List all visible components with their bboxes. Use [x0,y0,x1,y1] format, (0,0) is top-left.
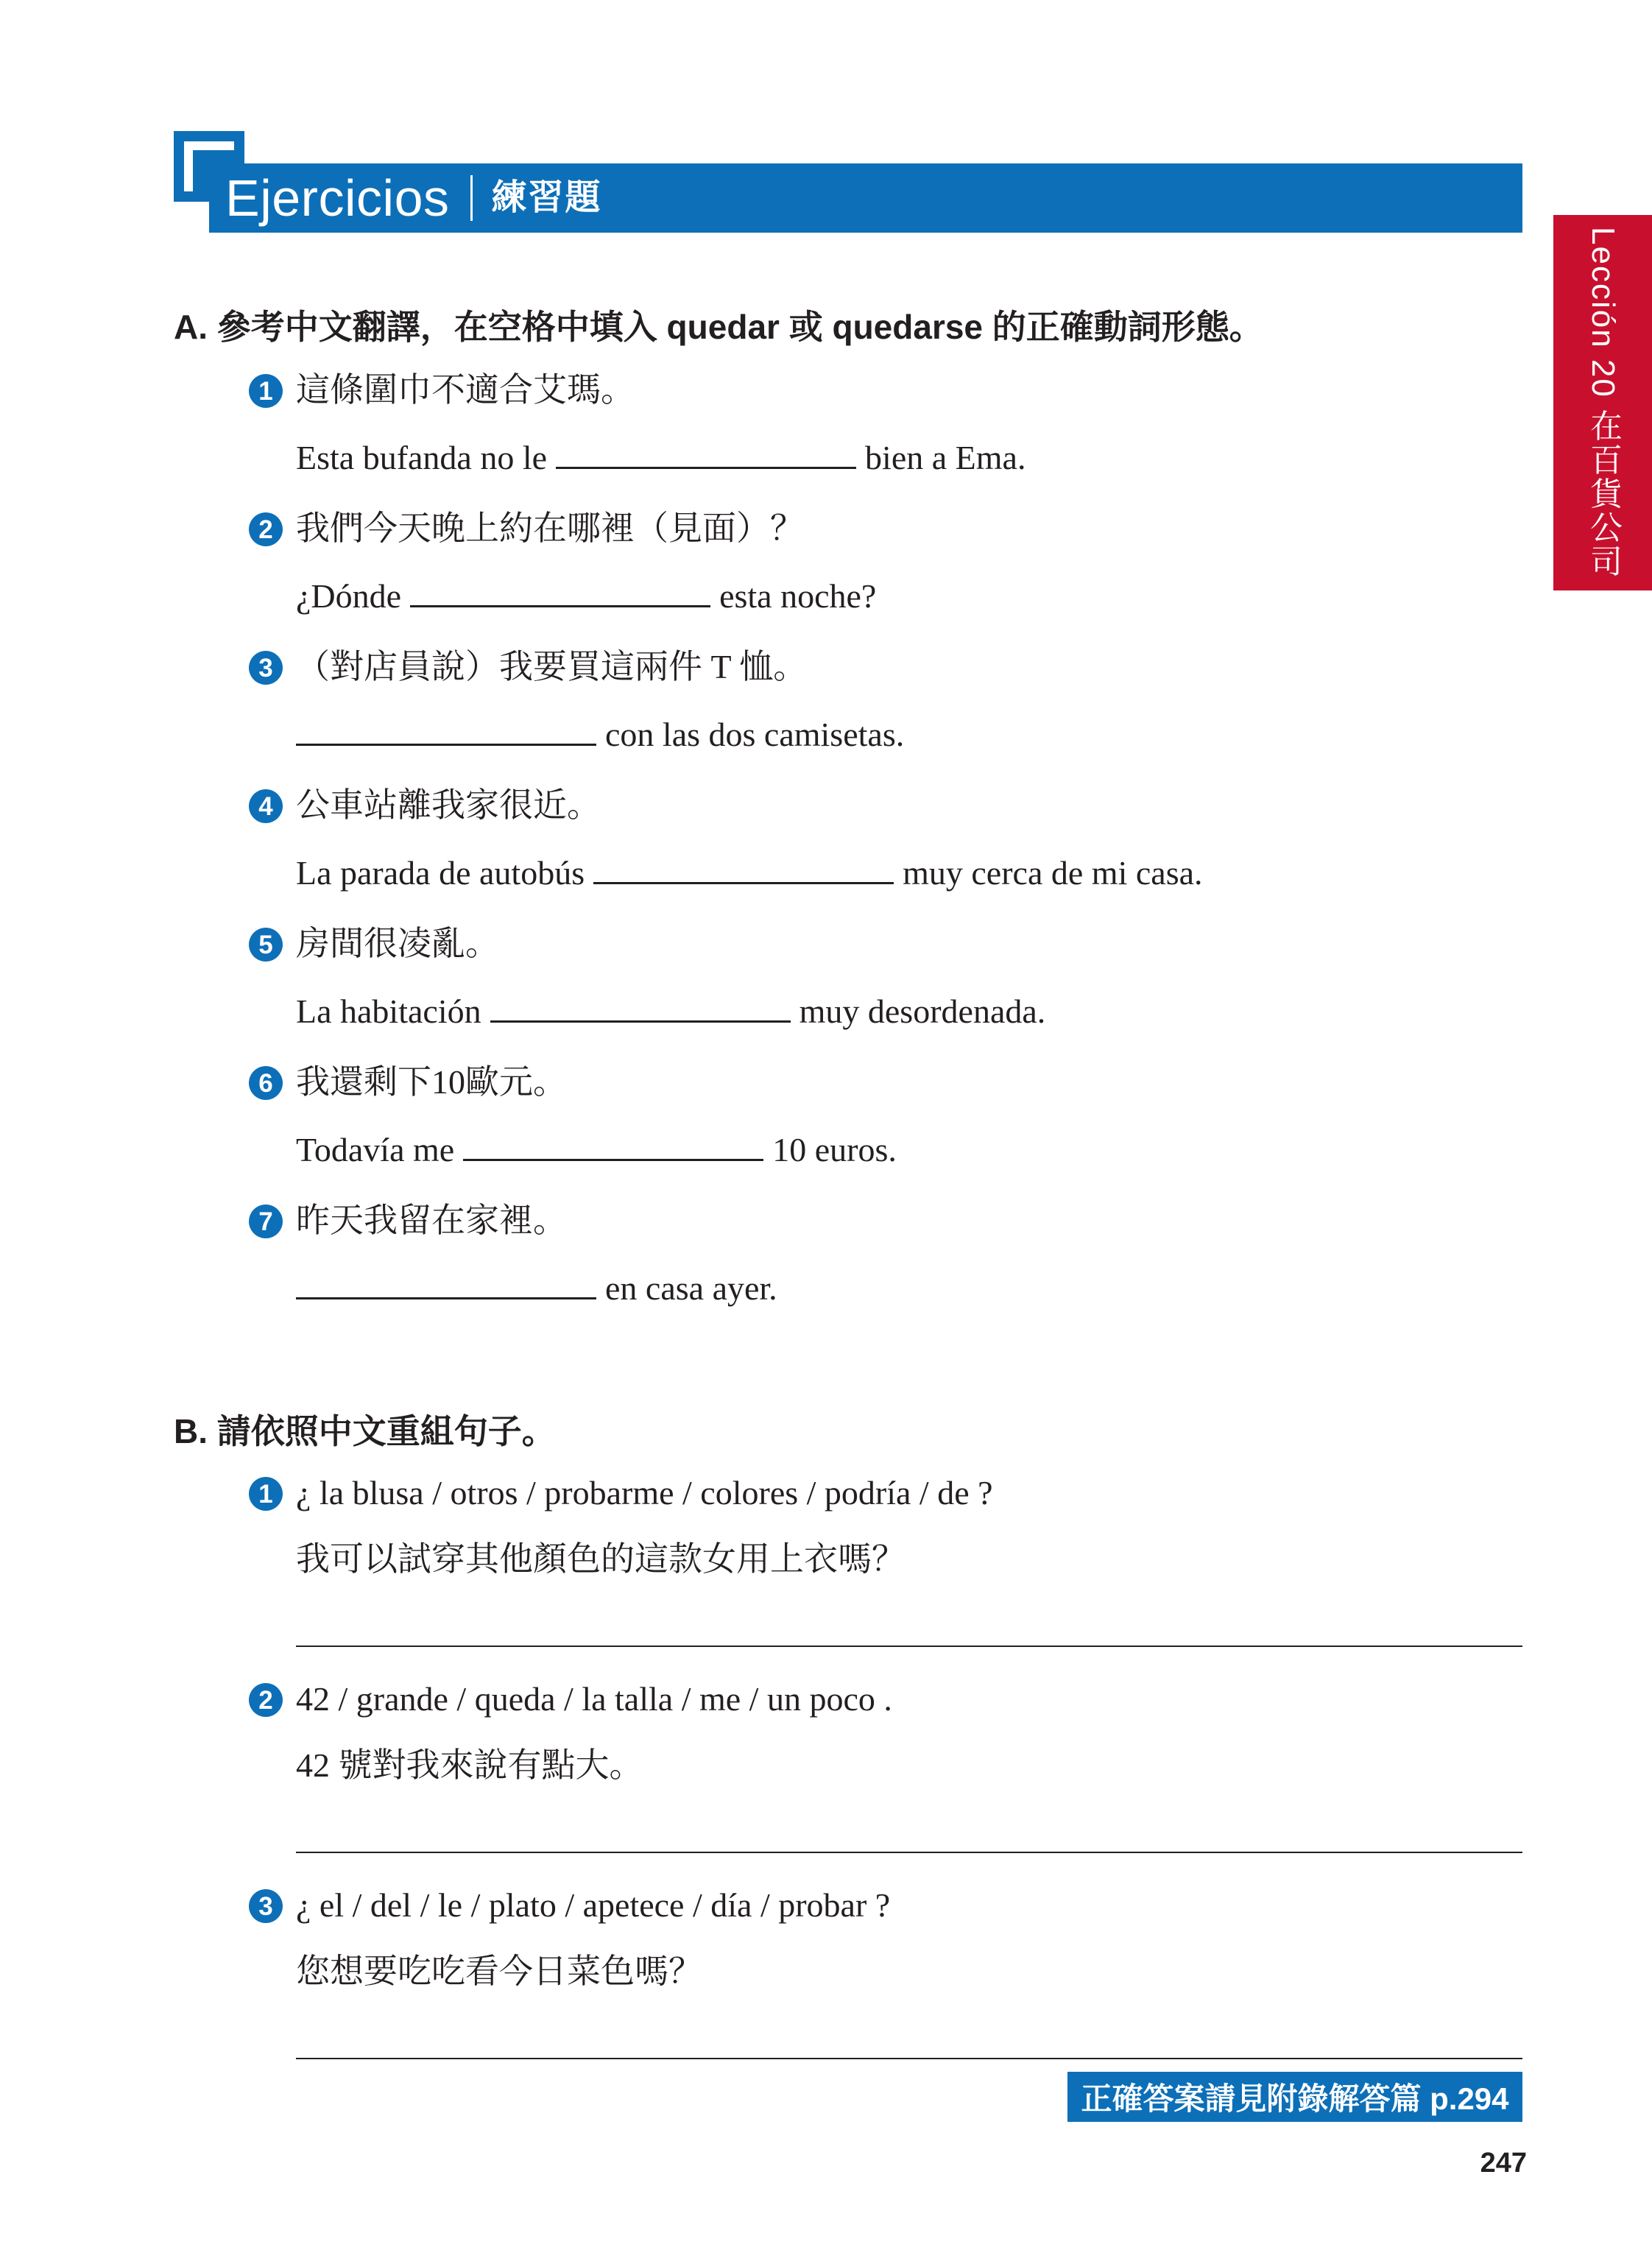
item-a2-chinese: 我們今天晚上約在哪裡（見面）？ [296,509,804,547]
item-a3-chinese: （對店員說）我要買這兩件 T 恤。 [296,648,808,685]
answer-reference-note: 正確答案請見附錄解答篇 p.294 [1067,2072,1522,2122]
item-a2-before: ¿Dónde [296,577,402,615]
item-b3-words: ¿ el / del / le / plato / apetece / día / probar ? [296,1886,891,1924]
lesson-side-tab [1553,215,1652,590]
item-a7-chinese: 昨天我留在家裡。 [296,1202,567,1239]
header-divider [470,175,473,221]
page-number: 247 [1480,2148,1527,2179]
item-a1-blank[interactable] [556,437,856,469]
item-a5-blank[interactable] [490,991,791,1023]
item-a3-number-badge: 3 [249,651,283,685]
item-b2-chinese: 42 號對我來說有點大。 [296,1746,643,1784]
item-a3-blank[interactable] [296,714,596,746]
page-subtitle: 練習題 [491,178,602,217]
section-a-heading: A. 參考中文翻譯，在空格中填入 quedar 或 quedarse 的正確動詞形態。 [174,308,1263,346]
item-a4-after: muy cerca de mi casa. [903,854,1203,892]
header-bar [209,163,1522,233]
item-a5-chinese: 房間很凌亂。 [296,925,499,962]
item-a4-sentence [296,853,1203,893]
item-b3-answer-line[interactable] [296,2058,1522,2059]
item-b2-words: 42 / grande / queda / la talla / me / un poco . [296,1680,892,1718]
item-a1-sentence [296,437,1026,478]
item-a6-number-badge: 6 [249,1066,283,1100]
item-a5-after: muy desordenada. [799,992,1046,1030]
item-a6-sentence [296,1129,897,1170]
item-a5-sentence [296,991,1045,1031]
item-b1-chinese: 我可以試穿其他顏色的這款女用上衣嗎？ [296,1540,906,1578]
item-a1-chinese: 這條圍巾不適合艾瑪。 [296,371,635,409]
item-b2-answer-line[interactable] [296,1852,1522,1853]
item-b1-answer-line[interactable] [296,1646,1522,1647]
item-a2-sentence [296,576,876,616]
item-a5-before: La habitación [296,992,481,1030]
item-b1-words: ¿ la blusa / otros / probarme / colores / podría / de ? [296,1474,993,1512]
item-a7-number-badge: 7 [249,1204,283,1238]
item-a1-after: bien a Ema. [865,439,1026,476]
item-a7-blank[interactable] [296,1268,596,1299]
item-a2-number-badge: 2 [249,512,283,546]
item-a3-sentence [296,714,904,755]
section-b-heading: B. 請依照中文重組句子。 [174,1412,556,1450]
item-a6-before: Todavía me [296,1131,455,1168]
lesson-side-tab-label: Lección 20 在百貨公司 [1585,227,1621,579]
item-a1-before: Esta bufanda no le [296,439,548,476]
item-b2-number-badge: 2 [249,1683,283,1717]
item-a6-after: 10 euros. [772,1131,897,1168]
item-a1-number-badge: 1 [249,374,283,408]
item-a4-before: La parada de autobús [296,854,585,892]
item-a6-chinese: 我還剩下10歐元。 [296,1063,567,1101]
page-title: Ejercicios [225,169,450,227]
item-a5-number-badge: 5 [249,928,283,962]
item-a7-sentence [296,1268,777,1308]
item-a6-blank[interactable] [463,1129,763,1161]
item-b3-number-badge: 3 [249,1889,283,1923]
item-a7-after: en casa ayer. [605,1269,777,1307]
item-a4-blank[interactable] [593,853,894,884]
item-a3-after: con las dos camisetas. [605,716,905,753]
item-a4-number-badge: 4 [249,789,283,823]
item-a2-after: esta noche? [719,577,877,615]
item-b3-chinese: 您想要吃吃看今日菜色嗎？ [296,1953,702,1990]
item-a2-blank[interactable] [410,576,710,607]
item-a4-chinese: 公車站離我家很近。 [296,786,601,824]
item-b1-number-badge: 1 [249,1477,283,1511]
